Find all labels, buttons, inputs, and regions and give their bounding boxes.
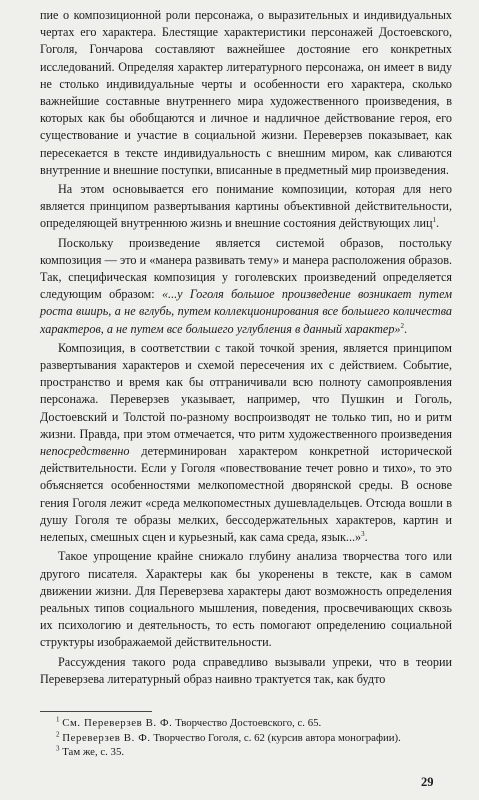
paragraph [40, 7, 452, 179]
text-run: Композиция, в соответствии с такой точкой зрения, является принципом развертывания характеров и схемой пересечения их с действием. Событие, пространство и время как бы отграничивали всю полноту самопроявления персонажа. Переверзев указывает, например, что Пушкин и Гоголь, Достоевский и Толстой по-разному воспроизводят не только тип, но и ритм жизни. Правда, при этом отмечается, что ритм художественного произведения [40, 340, 452, 441]
footnote [40, 716, 452, 731]
footnote-number: 1 [56, 715, 60, 724]
main-text [40, 7, 452, 688]
text-run: Такое упрощение крайне снижало глубину анализа творчества того или другого писателя. Характеры как бы укоренены в тексте, как в самом движении жизни. Для Переверзева характеры дают возможность определения реальных типов социального мышления, поведения, просвечивающих сквозь их психологию и деятельность, то есть помогают определению социальной структуры изображаемой действительности. [40, 549, 452, 650]
footnote-ref: 2 [400, 321, 405, 330]
footnote-author: Переверзев В. Ф. [62, 731, 151, 744]
italic-quote: непосредственно [40, 444, 130, 459]
footnote [40, 731, 452, 746]
page-number: 29 [421, 775, 434, 789]
footnotes [40, 716, 452, 760]
text-run: На этом основывается его понимание композиции, которая для него является принципом развертывания картины объективной действительности, определяющей внутреннюю жизнь и внешние состояния действующих лиц [40, 182, 452, 231]
paragraph [40, 548, 452, 651]
footnote-text: Творчество Достоевского, с. 65. [172, 717, 322, 729]
text-run: . [436, 216, 440, 231]
footnote-text: Там же, с. 35. [62, 746, 125, 758]
text-run: Рассуждения такого рода справедливо вызывали упреки, что в теории Переверзева литературный образ наивно трактуется так, как будто [40, 654, 452, 686]
paragraph [40, 235, 452, 338]
text-run: детерминирован характером конкретной исторической действительности. Если у Гоголя «повествование течет ровно и тихо», то это объясняется особенностями мелкопоместной дворянской среды. В основе гения Гоголя лежит «среда мелкопоместных душевладельцев. Отсюда вошли в душу Гоголя те образы мелких, бессодержательных характеров, картин и нелепых, смешных сцен и курьезный, как сама среда, язык...» [40, 444, 452, 545]
footnote [40, 745, 452, 760]
text-run: . [404, 321, 408, 336]
paragraph [40, 181, 452, 233]
footnote-number: 3 [56, 744, 60, 753]
text-run: Поскольку произведение является системой образов, постольку композиция — это и «манера развивать тему» и манера расположения образов. Так, специфическая композиция у гоголевских произведений определяется следующим образом: [40, 235, 452, 302]
footnote-author: См. Переверзев В. Ф. [62, 717, 173, 729]
text-run: пие о композиционной роли персонажа, о выразительных и индивидуальных чертах его характера. Блестящие характеристики персонажей Достоевского, Гоголя, Гончарова составляют важнейшее достояние его конкретных исследований. Определяя характер литературного персонажа, он имеет в виду не столько индивидуальные черты и особенности его характера, сколько важнейшие составные внутреннего мира художественного произведения, в которых как бы обобщаются и личное и надличное действование героя, его существование и участие в социальной жизни. Переверзев показывает, как пересекается в тексте индивидуальность с внешним миром, как сливаются внутренние и внешние поступки, вписанные в предметный мир произведения. [40, 8, 452, 177]
footnote-number: 2 [56, 729, 60, 738]
text-run: . [364, 530, 368, 545]
paragraph [40, 654, 452, 688]
paragraph [40, 340, 452, 546]
italic-quote: «...у Гоголя большое произведение возникает путем роста вширь, а не вглубь, путем коллекционирования все большего количества характеров, а не путем все большего углубления в данный характер» [40, 287, 452, 336]
footnote-divider [40, 711, 152, 712]
footnote-text: Творчество Гоголя, с. 62 (курсив автора монографии). [150, 731, 401, 744]
footnote-ref: 1 [432, 216, 437, 225]
footnote-ref: 3 [361, 530, 365, 539]
